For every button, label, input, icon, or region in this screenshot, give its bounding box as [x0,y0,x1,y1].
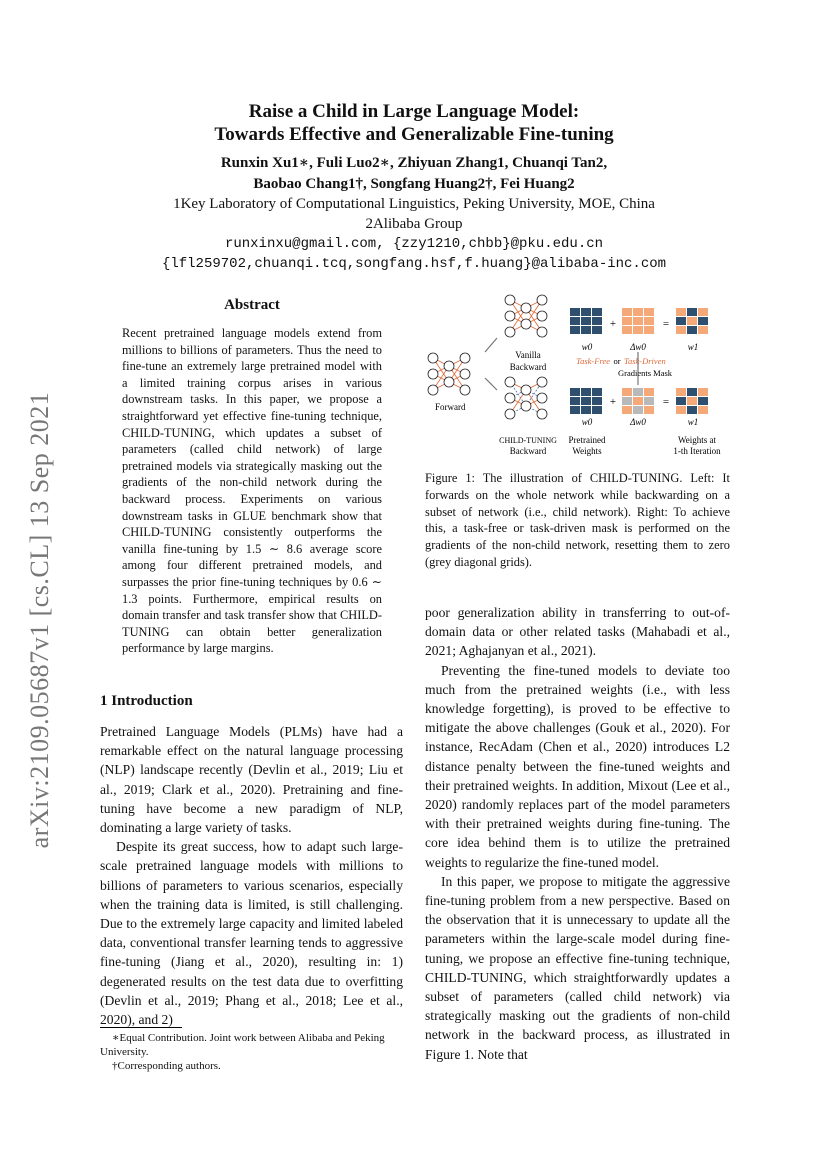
top-w1-grid-cell [687,326,697,334]
arrow-up [485,338,497,352]
section-heading-introduction: 1 Introduction [100,693,193,709]
vanilla-net-node [537,295,547,305]
bottom-w0-grid-cell [570,406,580,414]
bottom-dw0-grid-cell [633,397,643,405]
vanilla-net-node [505,295,515,305]
top-dw0-label: Δw0 [630,342,646,352]
bottom-w1-grid-cell [698,406,708,414]
bottom-w0-label: w0 [581,417,593,427]
arxiv-id: arXiv:2109.05687v1 [cs.CL] 13 Sep 2021 [25,391,54,849]
arrow-down [485,378,497,390]
figure-1 [425,290,735,460]
top-dw0-grid-cell [622,317,632,325]
figure-1-diagram [425,290,735,460]
title-line-2: Towards Effective and Generalizable Fine-tuning [214,124,614,145]
bottom-w0-grid-cell [581,406,591,414]
bottom-w0-grid-cell [570,397,580,405]
task-free-label: Task-Free [576,356,610,366]
authors [0,153,828,195]
bottom-w0-grid-cell [592,406,602,414]
top-w0-grid-cell [592,326,602,334]
top-dw0-grid-cell [622,308,632,316]
top-w0-grid-cell [581,326,591,334]
bottom-dw0-grid-cell [633,406,643,414]
bottom-w1-grid-cell [687,406,697,414]
child-net-node [537,409,547,419]
right-column [425,603,730,1064]
emails [0,234,828,274]
top-w1-grid-cell [676,326,686,334]
bottom-w0-grid-cell [581,397,591,405]
forward-net-node [444,361,454,371]
bottom-w1-grid-cell [687,388,697,396]
weights-at-label: Weights at [677,435,717,445]
intro-paragraph-4: Preventing the fine-tuned models to deviate too much from the pretrained weights (i.e., with less knowledge forgetting), is proved to be effective to mitigate the above challenges (Gouk et al., 2020). For instance, RecAdam (Chen et al., 2020) introduces L2 distance penalty between the fine-tuned weights and their pretrained weights. In addition, Mixout (Lee et al., 2020) randomly replaces part of the model parameters with their pretrained weights during fine-tuning. The core idea behind them is to utilize the pretrained weights to regularize the fine-tuned model. [425,662,730,870]
bottom-dw0-grid-cell [644,406,654,414]
bottom-w0-grid-cell [581,388,591,396]
intro-paragraph-2: Despite its great success, how to adapt such large-scale pretrained language models with millions to billions of parameters to various scenarios, especially when the training data is limited, is still challenging. Due to the extremely large capacity and limited labeled data, conventional transfer learning tends to aggressive fine-tuning (Jiang et al., 2020), resulting in: 1) degenerated results on the test data due to overfitting (Devlin et al., 2019; Phang et al., 2018; Lee et al., 2020), and 2) [100,839,403,1028]
top-w0-grid-cell [581,317,591,325]
arxiv-stamp [10,370,70,870]
top-w0-grid-cell [581,308,591,316]
vanilla-net-node [521,303,531,313]
left-column [100,722,403,1029]
paper-title [0,100,828,146]
forward-label: Forward [435,402,466,412]
vanilla-net-node [537,311,547,321]
intro-paragraph-1: Pretrained Language Models (PLMs) have had a remarkable effect on the natural language processing (NLP) landscape recently (Devlin et al., 2019; Liu et al., 2019; Clark et al., 2020). Pretraining and fine-tuning have become a new paradigm of NLP, dominating a large variety of tasks. [100,724,403,836]
vanilla-label: Vanilla [515,350,541,360]
bottom-dw0-grid-cell [622,397,632,405]
email-line-1: runxinxu@gmail.com, {zzy1210,chbb}@pku.edu.cn [224,236,604,252]
top-dw0-grid-cell [644,326,654,334]
top-w1-grid-cell [676,308,686,316]
bottom-dw0-grid-cell [622,406,632,414]
footnote-1: ∗Equal Contribution. Joint work between Alibaba and Peking University. [100,1032,385,1058]
footnotes [100,1031,403,1073]
vanilla-net-node [505,311,515,321]
vanilla-net-node [521,319,531,329]
figure-caption: Figure 1: The illustration of CHILD-TUNING. Left: It forwards on the whole network while backwarding on a subset of network (i.e., child network). Right: To achieve this, a task-free or task-driven mask is performed on the gradients of the non-child network, resetting them to zero (grey diagonal grids). [425,471,730,569]
child-backward-label: Backward [509,446,547,456]
child-net-node [521,401,531,411]
bottom-plus: + [609,396,617,408]
top-w1-grid-cell [698,308,708,316]
bottom-w1-grid-cell [676,388,686,396]
top-dw0-grid-cell [633,326,643,334]
bottom-dw0-grid-cell [644,388,654,396]
task-driven-label: Task-Driven [624,356,666,366]
forward-net-node [444,377,454,387]
child-net-node [537,377,547,387]
title-line-1: Raise a Child in Large Language Model: [248,101,580,122]
top-w0-grid-cell [592,308,602,316]
forward-net-node [428,385,438,395]
forward-net-node [428,353,438,363]
affiliations [0,194,828,234]
top-w0-label: w0 [581,342,593,352]
authors-line-1: Runxin Xu1∗, Fuli Luo2∗, Zhiyuan Zhang1, Chuanqi Tan2, [220,155,608,171]
top-plus: + [609,318,617,330]
vanilla-net-node [537,327,547,337]
top-w0-grid-cell [570,317,580,325]
top-w0-grid-cell [592,317,602,325]
top-dw0-grid-cell [622,326,632,334]
authors-line-2: Baobao Chang1†, Songfang Huang2†, Fei Huang2 [253,176,575,192]
footnote-2: †Corresponding authors. [112,1060,221,1072]
child-net-node [521,385,531,395]
bottom-dw0-grid-cell [633,388,643,396]
forward-net-node [460,369,470,379]
child-net-node [505,409,515,419]
affiliation-1: 1Key Laboratory of Computational Linguistics, Peking University, MOE, China [173,196,655,212]
gradients-mask-label: Gradients Mask [617,368,673,378]
child-net-node [505,393,515,403]
forward-net-node [428,369,438,379]
top-dw0-grid-cell [633,317,643,325]
pretrained-label: Pretrained [568,435,606,445]
bottom-equals: = [662,396,670,408]
weights-label: Weights [572,446,602,456]
top-w1-grid-cell [687,308,697,316]
top-dw0-grid-cell [644,308,654,316]
iteration-label: 1-th Iteration [673,446,721,456]
bottom-w1-grid-cell [676,406,686,414]
bottom-dw0-label: Δw0 [630,417,646,427]
bottom-w0-grid-cell [570,388,580,396]
bottom-w0-grid-cell [592,388,602,396]
intro-paragraph-5: In this paper, we propose to mitigate the aggressive fine-tuning problem from a new perspective. Based on the observation that it is unnecessary to update all the parameters within the large-scale model during fine-tuning, we propose an effective fine-tuning technique, CHILD-TUNING, which straightforwardly updates a subset of parameters (called child network) via strategically masking out the gradients of non-child network in the backward process, as illustrated in Figure 1. Note that [425,873,730,1062]
child-net-node [505,377,515,387]
abstract-text: Recent pretrained language models extend from millions to billions of parameters. Thus the need to fine-tune an extremely large pretrained model with a limited training corpus arises in various downstream tasks. In this paper, we propose a straightforward yet effective fine-tuning technique, CHILD-TUNING, which updates a subset of parameters (called child network) of large pretrained models via strategically masking out the gradients of the non-child network during the backward process. Experiments on various downstream tasks in GLUE benchmark show that CHILD-TUNING consistently outperforms the vanilla fine-tuning by 1.5 ∼ 8.6 average score among four different pretrained models, and surpasses the prior fine-tuning techniques by 0.6 ∼ 1.3 points. Furthermore, empirical results on domain transfer and task transfer show that CHILD-TUNING can obtain better generalization performance by large margins. [122,326,382,656]
abstract-heading: Abstract [224,297,280,313]
forward-net-node [460,385,470,395]
footnote-rule [100,1027,182,1028]
top-w0-grid-cell [570,326,580,334]
top-dw0-grid-cell [633,308,643,316]
vanilla-net-node [505,327,515,337]
bottom-w1-grid-cell [676,397,686,405]
child-tuning-label: CHILD-TUNING [499,436,557,445]
top-w1-grid-cell [687,317,697,325]
top-w1-grid-cell [698,317,708,325]
vanilla-backward-label: Backward [509,362,547,372]
child-net-node [537,393,547,403]
bottom-w1-label: w1 [687,417,699,427]
affiliation-2: 2Alibaba Group [365,216,463,232]
top-equals: = [662,318,670,330]
top-dw0-grid-cell [644,317,654,325]
bottom-w1-grid-cell [698,397,708,405]
top-w1-grid-cell [698,326,708,334]
intro-paragraph-3: poor generalization ability in transferring to out-of-domain data or other related tasks (Mahabadi et al., 2021; Aghajanyan et al., 2021). [425,605,730,659]
top-w1-label: w1 [687,342,699,352]
top-w1-grid-cell [676,317,686,325]
top-w0-grid-cell [570,308,580,316]
bottom-dw0-grid-cell [644,397,654,405]
bottom-dw0-grid-cell [622,388,632,396]
email-line-2: {lfl259702,chuanqi.tcq,songfang.hsf,f.huang}@alibaba-inc.com [161,256,667,272]
bottom-w1-grid-cell [698,388,708,396]
bottom-w0-grid-cell [592,397,602,405]
forward-net-node [460,353,470,363]
bottom-w1-grid-cell [687,397,697,405]
or-label: or [613,356,621,366]
